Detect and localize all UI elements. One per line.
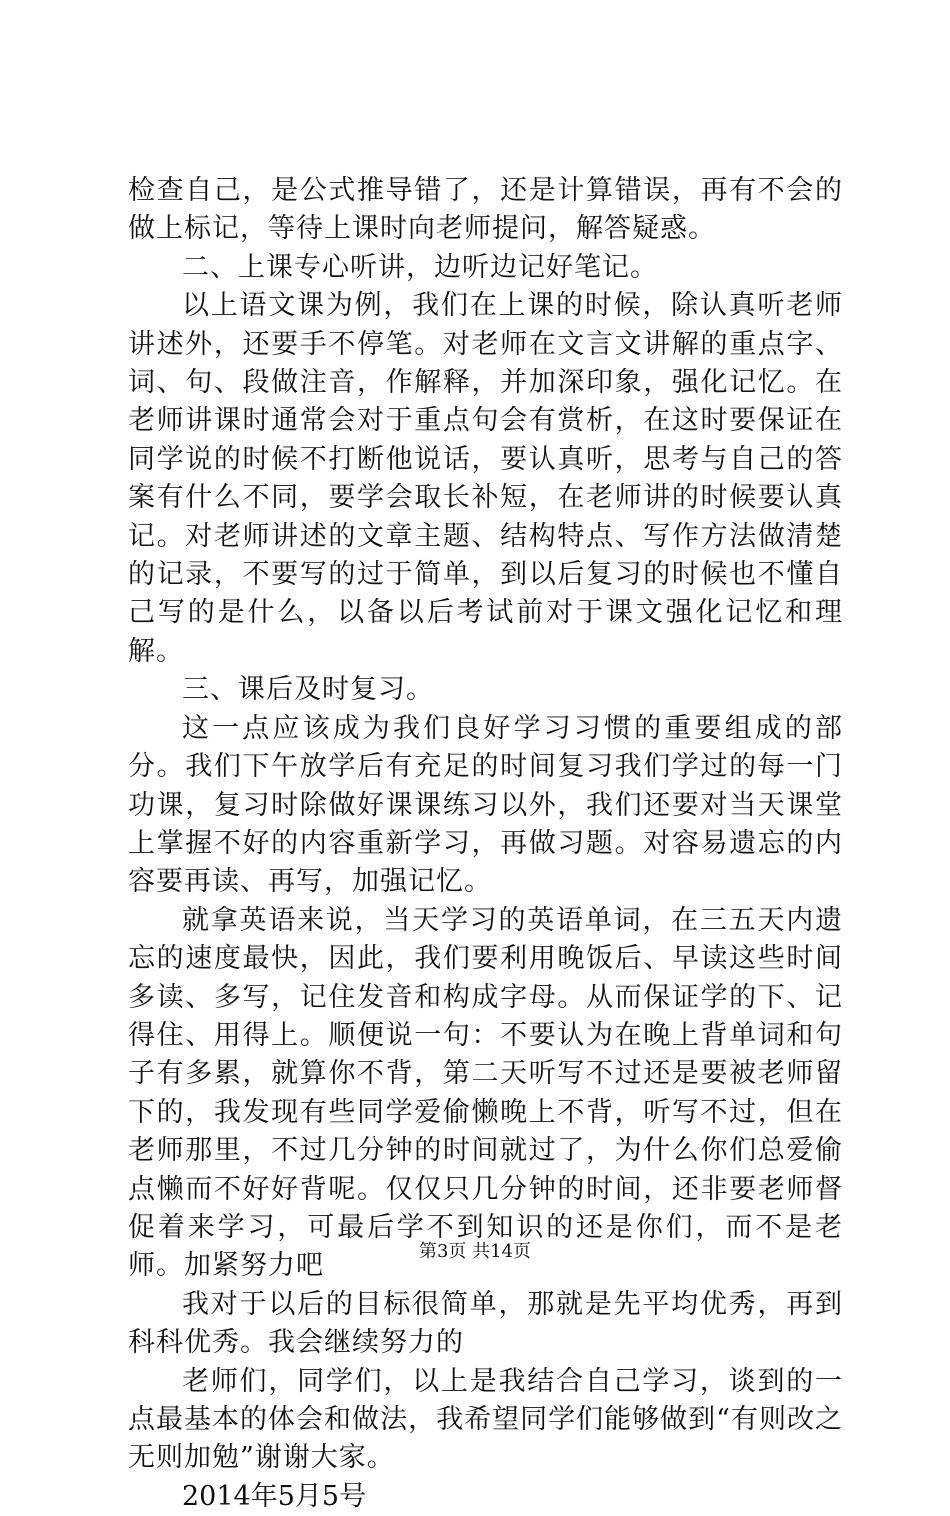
paragraph-review-check: 检查自己，是公式推导错了，还是计算错误，再有不会的做上标记，等待上课时向老师提问，解答疑惑。 xyxy=(128,175,843,245)
section-heading-listen: 二、上课专心听讲，边听边记好笔记。 xyxy=(182,251,658,283)
paragraph-closing: 老师们，同学们，以上是我结合自己学习，谈到的一点最基本的体会和做法，我希望同学们能够做到“有则改之无则加勉”谢谢大家。 xyxy=(128,1365,843,1474)
document-date: 2014年5月5号 xyxy=(182,1480,367,1512)
document-body xyxy=(128,172,843,1516)
paragraph-habit: 这一点应该成为我们良好学习习惯的重要组成的部分。我们下午放学后有充足的时间复习我们学过的每一门功课，复习时除做好课课练习以外，我们还要对当天课堂上掌握不好的内容重新学习，再做习题。对容易遗忘的内容要再读、再写，加强记忆。 xyxy=(128,712,843,898)
paragraph-goal: 我对于以后的目标很简单，那就是先平均优秀，再到科科优秀。我会继续努力的 xyxy=(128,1288,843,1359)
page-footer: 第3页 共14页 xyxy=(418,1241,532,1262)
paragraph-chinese-class: 以上语文课为例，我们在上课的时候，除认真听老师讲述外，还要手不停笔。对老师在文言文讲解的重点字、词、句、段做注音，作解释，并加深印象，强化记忆。在老师讲课时通常会对于重点句会有赏析，在这时要保证在同学说的时候不打断他说话，要认真听，思考与自己的答案有什么不同，要学会取长补短，在老师讲的时候要认真记。对老师讲述的文章主题、结构特点、写作方法做清楚的记录，不要写的过于简单，到以后复习的时候也不懂自己写的是什么，以备以后考试前对于课文强化记忆和理解。 xyxy=(128,290,843,667)
paragraph-english: 就拿英语来说，当天学习的英语单词，在三五天内遗忘的速度最快，因此，我们要利用晚饭后、早读这些时间多读、多写，记住发音和构成字母。从而保证学的下、记得住、用得上。顺便说一句：不要认为在晚上背单词和句子有多累，就算你不背，第二天听写不过还是要被老师留下的，我发现有些同学爱偷懒晚上不背，听写不过，但在老师那里，不过几分钟的时间就过了，为什么你们总爱偷点懒而不好好背呢。仅仅只几分钟的时间，还非要老师督促着来学习，可最后学不到知识的还是你们，而不是老师。加紧努力吧 xyxy=(128,904,843,1282)
section-heading-review: 三、课后及时复习。 xyxy=(182,674,434,706)
